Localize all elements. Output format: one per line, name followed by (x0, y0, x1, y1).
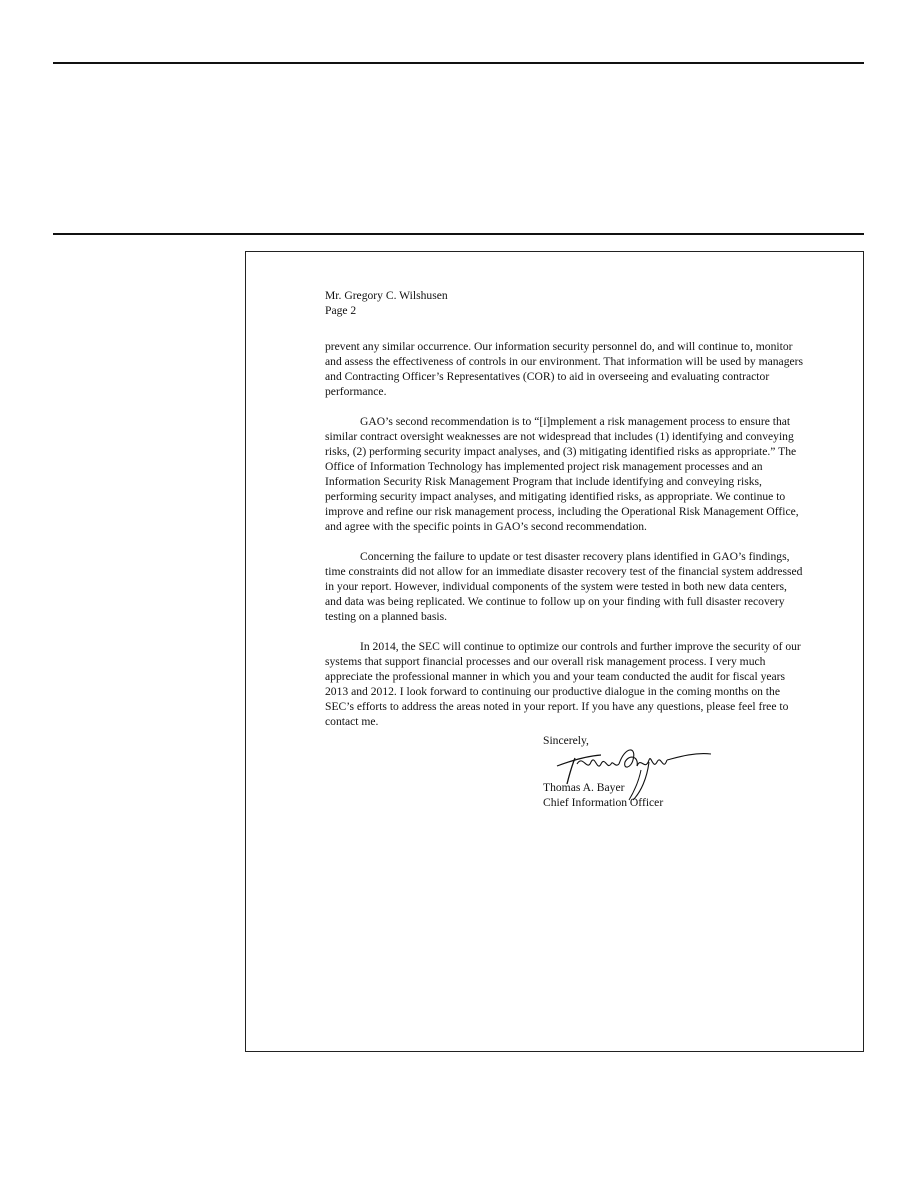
addressee: Mr. Gregory C. Wilshusen (325, 289, 448, 302)
paragraph: In 2014, the SEC will continue to optimize our controls and further improve the security of our systems that support financial processes and our overall risk management process. I very much appreciate the professional manner in which you and your team conducted the audit for fiscal years 2013 and 2012. I look forward to continuing our productive dialogue in the coming months on the SEC’s efforts to address the areas noted in your report. If you have any questions, please feel free to contact me. (325, 640, 801, 728)
paragraph: prevent any similar occurrence. Our information security personnel do, and will continue to, monitor and assess the effectiveness of controls in our environment. That information will be used by managers and Contracting Officer’s Representatives (COR) to aid in overseeing and evaluating contractor performance. (325, 340, 804, 398)
paragraph: Concerning the failure to update or test disaster recovery plans identified in GAO’s findings, time constraints did not allow for an immediate disaster recovery test of the financial system addressed in your report. However, individual components of the system were tested in both new data centers, and data was being replicated. We continue to follow up on your finding with full disaster recovery testing on a planned basis. (325, 550, 803, 623)
signer-title: Chief Information Officer (543, 796, 664, 809)
middle-rule (53, 233, 864, 235)
top-rule (53, 62, 864, 64)
paragraph: GAO’s second recommendation is to “[i]mplement a risk management process to ensure that similar contract oversight weaknesses are not widespread that includes (1) identifying and conveying risks, (2) performing security impact analyses, and (3) mitigating identified risks as appropriate.” The Office of Information Technology has implemented project risk management processes and an Information Security Risk Management Program that include identifying and conveying risks, performing security impact analyses, and mitigating identified risks, as appropriate. We continue to improve and refine our risk management process, including the Operational Risk Management Office, and agree with the specific points in GAO’s second recommendation. (325, 415, 799, 533)
letter-body (325, 288, 803, 744)
closing-salutation: Sincerely, (543, 734, 589, 747)
signer-name: Thomas A. Bayer (543, 781, 625, 794)
letter-header (325, 288, 803, 318)
handwritten-signature (553, 742, 713, 802)
page-number: Page 2 (325, 304, 357, 317)
